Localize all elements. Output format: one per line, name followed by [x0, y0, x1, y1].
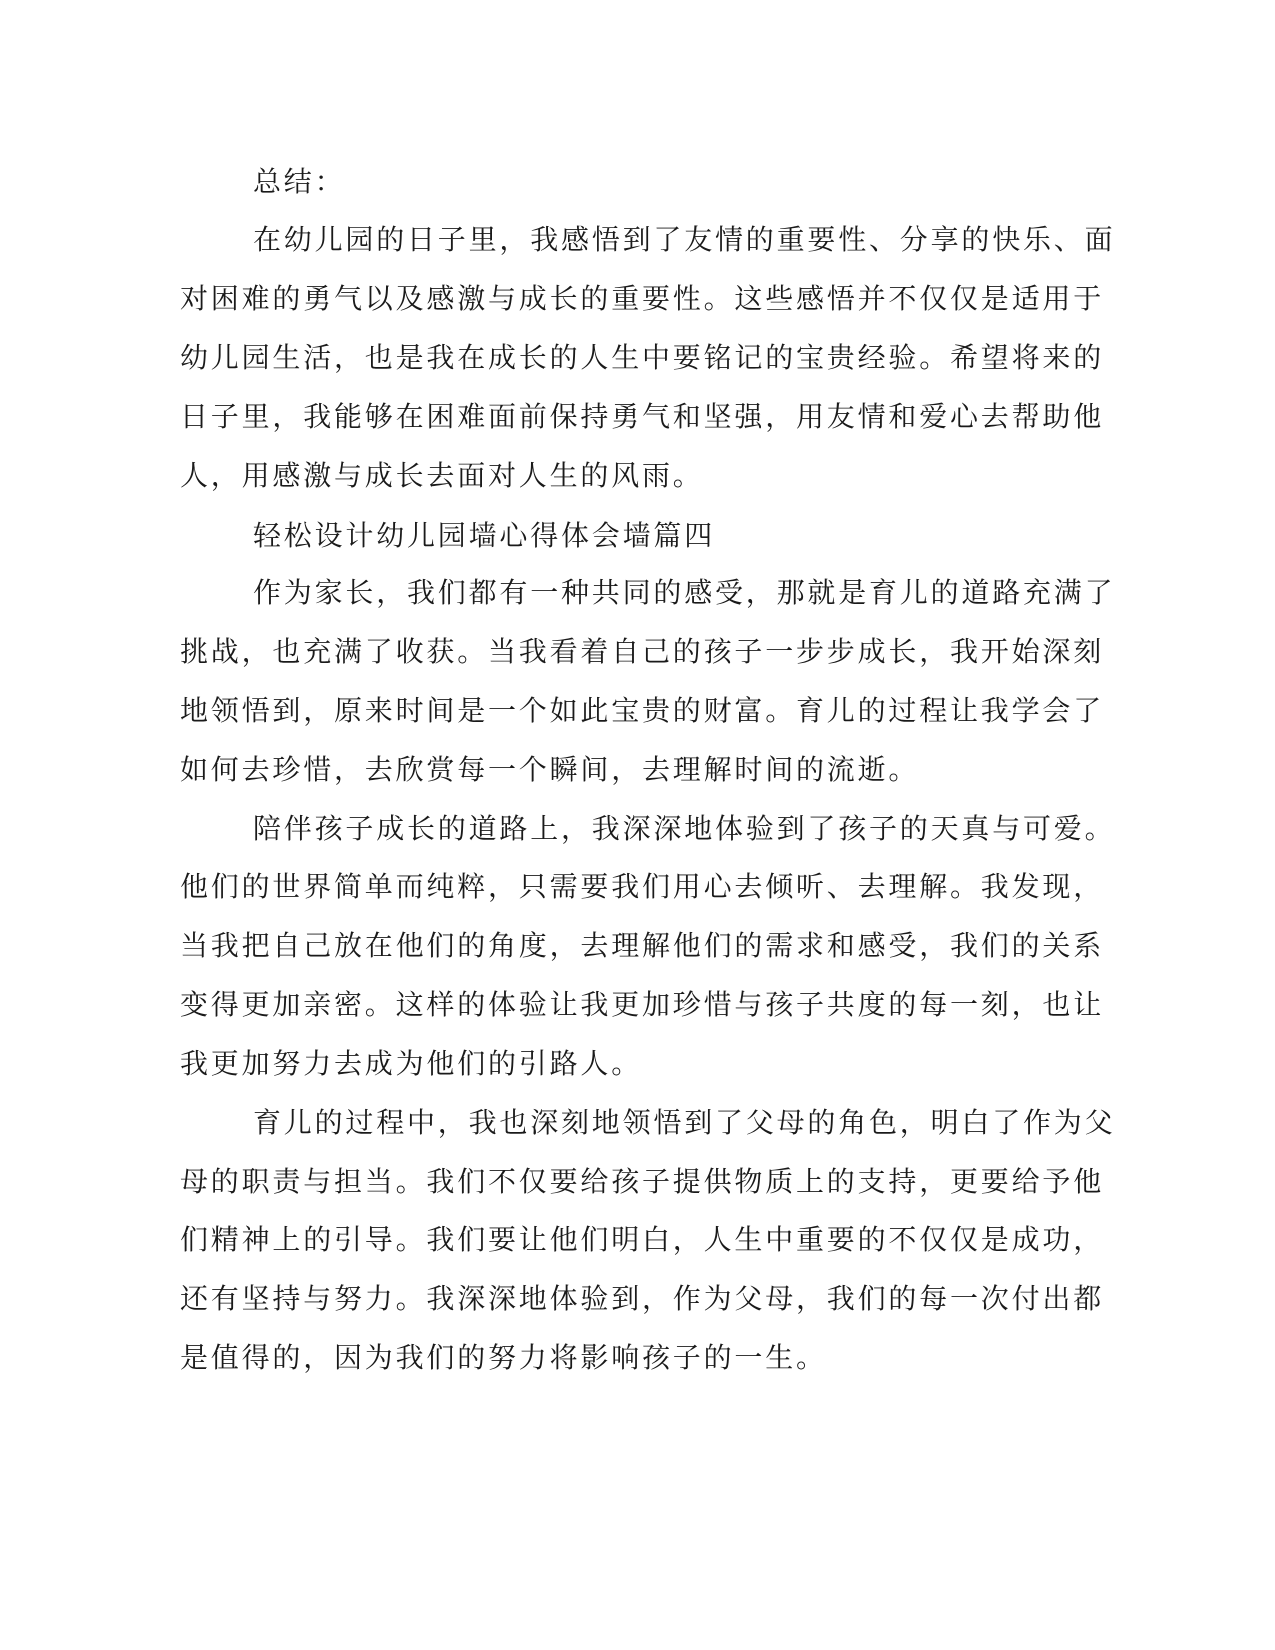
paragraph-line: 我更加努力去成为他们的引路人。: [180, 1047, 643, 1080]
paragraph-line: 陪伴孩子成长的道路上，我深深地体验到了孩子的天真与可爱。: [253, 812, 1116, 845]
paragraph-line: 是值得的，因为我们的努力将影响孩子的一生。: [180, 1341, 827, 1374]
summary-heading: 总结：: [253, 165, 346, 198]
paragraph-line: 如何去珍惜，去欣赏每一个瞬间，去理解时间的流逝。: [180, 753, 920, 786]
paragraph-line: 挑战，也充满了收获。当我看着自己的孩子一步步成长，我开始深刻: [180, 635, 1105, 668]
paragraph-line: 他们的世界简单而纯粹，只需要我们用心去倾听、去理解。我发现，: [180, 870, 1105, 903]
paragraph-line: 对困难的勇气以及感激与成长的重要性。这些感悟并不仅仅是适用于: [180, 282, 1105, 315]
paragraph-line: 幼儿园生活，也是我在成长的人生中要铭记的宝贵经验。希望将来的: [180, 341, 1105, 374]
paragraph-line: 在幼儿园的日子里，我感悟到了友情的重要性、分享的快乐、面: [253, 223, 1116, 256]
paragraph-line: 变得更加亲密。这样的体验让我更加珍惜与孩子共度的每一刻，也让: [180, 988, 1105, 1021]
paragraph-line: 地领悟到，原来时间是一个如此宝贵的财富。育儿的过程让我学会了: [180, 694, 1105, 727]
paragraph-line: 还有坚持与努力。我深深地体验到，作为父母，我们的每一次付出都: [180, 1282, 1105, 1315]
section-heading: 轻松设计幼儿园墙心得体会墙篇四: [253, 519, 716, 552]
paragraph-line: 人，用感激与成长去面对人生的风雨。: [180, 459, 704, 492]
paragraph-line: 作为家长，我们都有一种共同的感受，那就是育儿的道路充满了: [253, 576, 1116, 609]
paragraph-line: 们精神上的引导。我们要让他们明白，人生中重要的不仅仅是成功，: [180, 1223, 1105, 1256]
paragraph-line: 当我把自己放在他们的角度，去理解他们的需求和感受，我们的关系: [180, 929, 1105, 962]
paragraph-line: 育儿的过程中，我也深刻地领悟到了父母的角色，明白了作为父: [253, 1106, 1116, 1139]
paragraph-line: 母的职责与担当。我们不仅要给孩子提供物质上的支持，更要给予他: [180, 1165, 1105, 1198]
paragraph-line: 日子里，我能够在困难面前保持勇气和坚强，用友情和爱心去帮助他: [180, 400, 1105, 433]
